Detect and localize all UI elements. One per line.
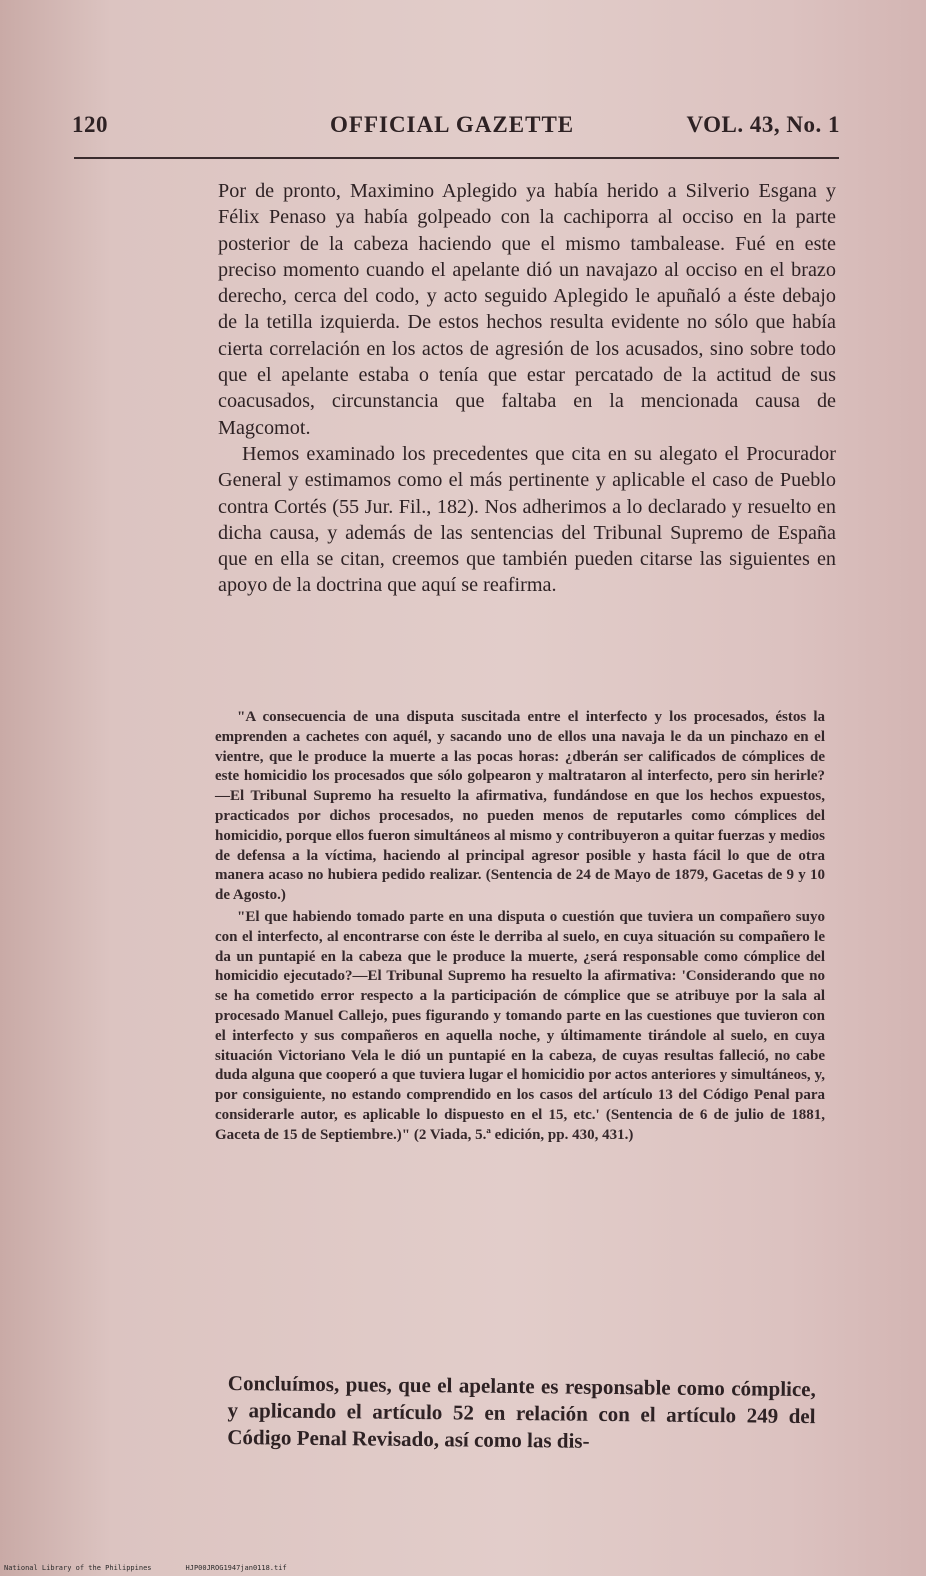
page-number: 120: [72, 112, 108, 137]
publication-title: OFFICIAL GAZETTE: [330, 112, 575, 137]
footer-source: National Library of the Philippines: [4, 1564, 152, 1572]
footer-file: HJP00JROG1947jan0118.tif: [185, 1564, 287, 1572]
paragraph: Concluímos, pues, que el apelante es responsable como cómplice, y aplicando el artículo 52 en relación con el artículo 249 del Código Penal Revisado, así como las dis-: [227, 1371, 816, 1453]
quote-paragraph: "A consecuencia de una disputa suscitada entre el interfecto y los procesados, éstos la emprenden a cachetes con aquél, y sacando uno de ellos una navaja le da un pinchazo en el vientre, que le produce la muerte a las pocas horas: ¿dberán ser calificados de cómplices de este homicidio los procesados que sólo golpearon y maltrataron al interfecto, pero sin herirle?—El Tribunal Supremo ha resuelto la afirmativa, fundándose en que los hechos expuestos, practicados por dichos procesados, no pueden menos de reputarles como cómplices del homicidio, porque ellos fueron simultáneos al mismo y contribuyeron a quitar fuerzas y medios de defensa a la víctima, haciendo al principal agresor posible y hasta fácil lo que de otra manera acaso no hubiera pedido realizar. (Sentencia de 24 de Mayo de 1879, Gacetas de 9 y 10 de Agosto.): [215, 709, 825, 904]
page-header: [72, 112, 840, 152]
main-text: [218, 178, 836, 599]
closing-text: [227, 1370, 816, 1457]
quote-paragraph: "El que habiendo tomado parte en una disputa o cuestión que tuviera un compañero suyo con el interfecto, al encontrarse con éste le derriba al suelo, en cuya situación su compañero le da un puntapié en la cabeza que le produce la muerte, ¿será responsable como cómplice del homicidio ejecutado?—El Tribunal Supremo ha resuelto la afirmativa: 'Considerando que no se ha cometido error respecto a la participación de cómplice que se atribuye por la sala al procesado Manuel Callejo, pues figurando y tomando parte en las cuestiones que tuvieron con el interfecto y sus compañeros en aquella noche, y últimamente tirándole al suelo, en cuya situación Victoriano Vela le dió un puntapié en la cabeza, de cuyas resultas falleció, no cabe duda alguna que cooperó a que tuviera lugar el homicidio por actos anteriores y simultáneos, y, por consiguiente, no estando comprendido en los casos del artículo 13 del Código Penal para considerarle autor, es aplicable lo dispuesto en el 15, etc.' (Sentencia de 6 de julio de 1881, Gaceta de 15 de Septiembre.)" (2 Viada, 5.ª edición, pp. 430, 431.): [215, 908, 825, 1143]
header-rule: [74, 157, 839, 159]
volume-number: VOL. 43, No. 1: [686, 112, 840, 137]
paragraph: Hemos examinado los precedentes que cita en su alegato el Procurador General y estimamos como el más pertinente y aplicable el caso de Pueblo contra Cortés (55 Jur. Fil., 182). Nos adherimos a lo declarado y resuelto en dicha causa, y además de las sentencias del Tribunal Supremo de España que en ella se citan, creemos que también pueden citarse las siguientes en apoyo de la doctrina que aquí se reafirma.: [218, 442, 836, 597]
quoted-precedents: [215, 708, 825, 1148]
scan-footer: [4, 1564, 321, 1572]
paragraph: Por de pronto, Maximino Aplegido ya había herido a Silverio Esgana y Félix Penaso ya había golpeado con la cachiporra al occiso en la parte posterior de la cabeza haciendo que el mismo tambalease. Fué en este preciso momento cuando el apelante dió un navajazo al occiso en el brazo derecho, cerca del codo, y acto seguido Aplegido le apuñaló a éste debajo de la tetilla izquierda. De estos hechos resulta evidente no sólo que había cierta correlación en los actos de agresión de los acusados, sino sobre todo que el apelante estaba o tenía que estar percatado de la actitud de sus coacusados, circunstancia que faltaba en la mencionada causa de Magcomot.: [218, 180, 836, 439]
